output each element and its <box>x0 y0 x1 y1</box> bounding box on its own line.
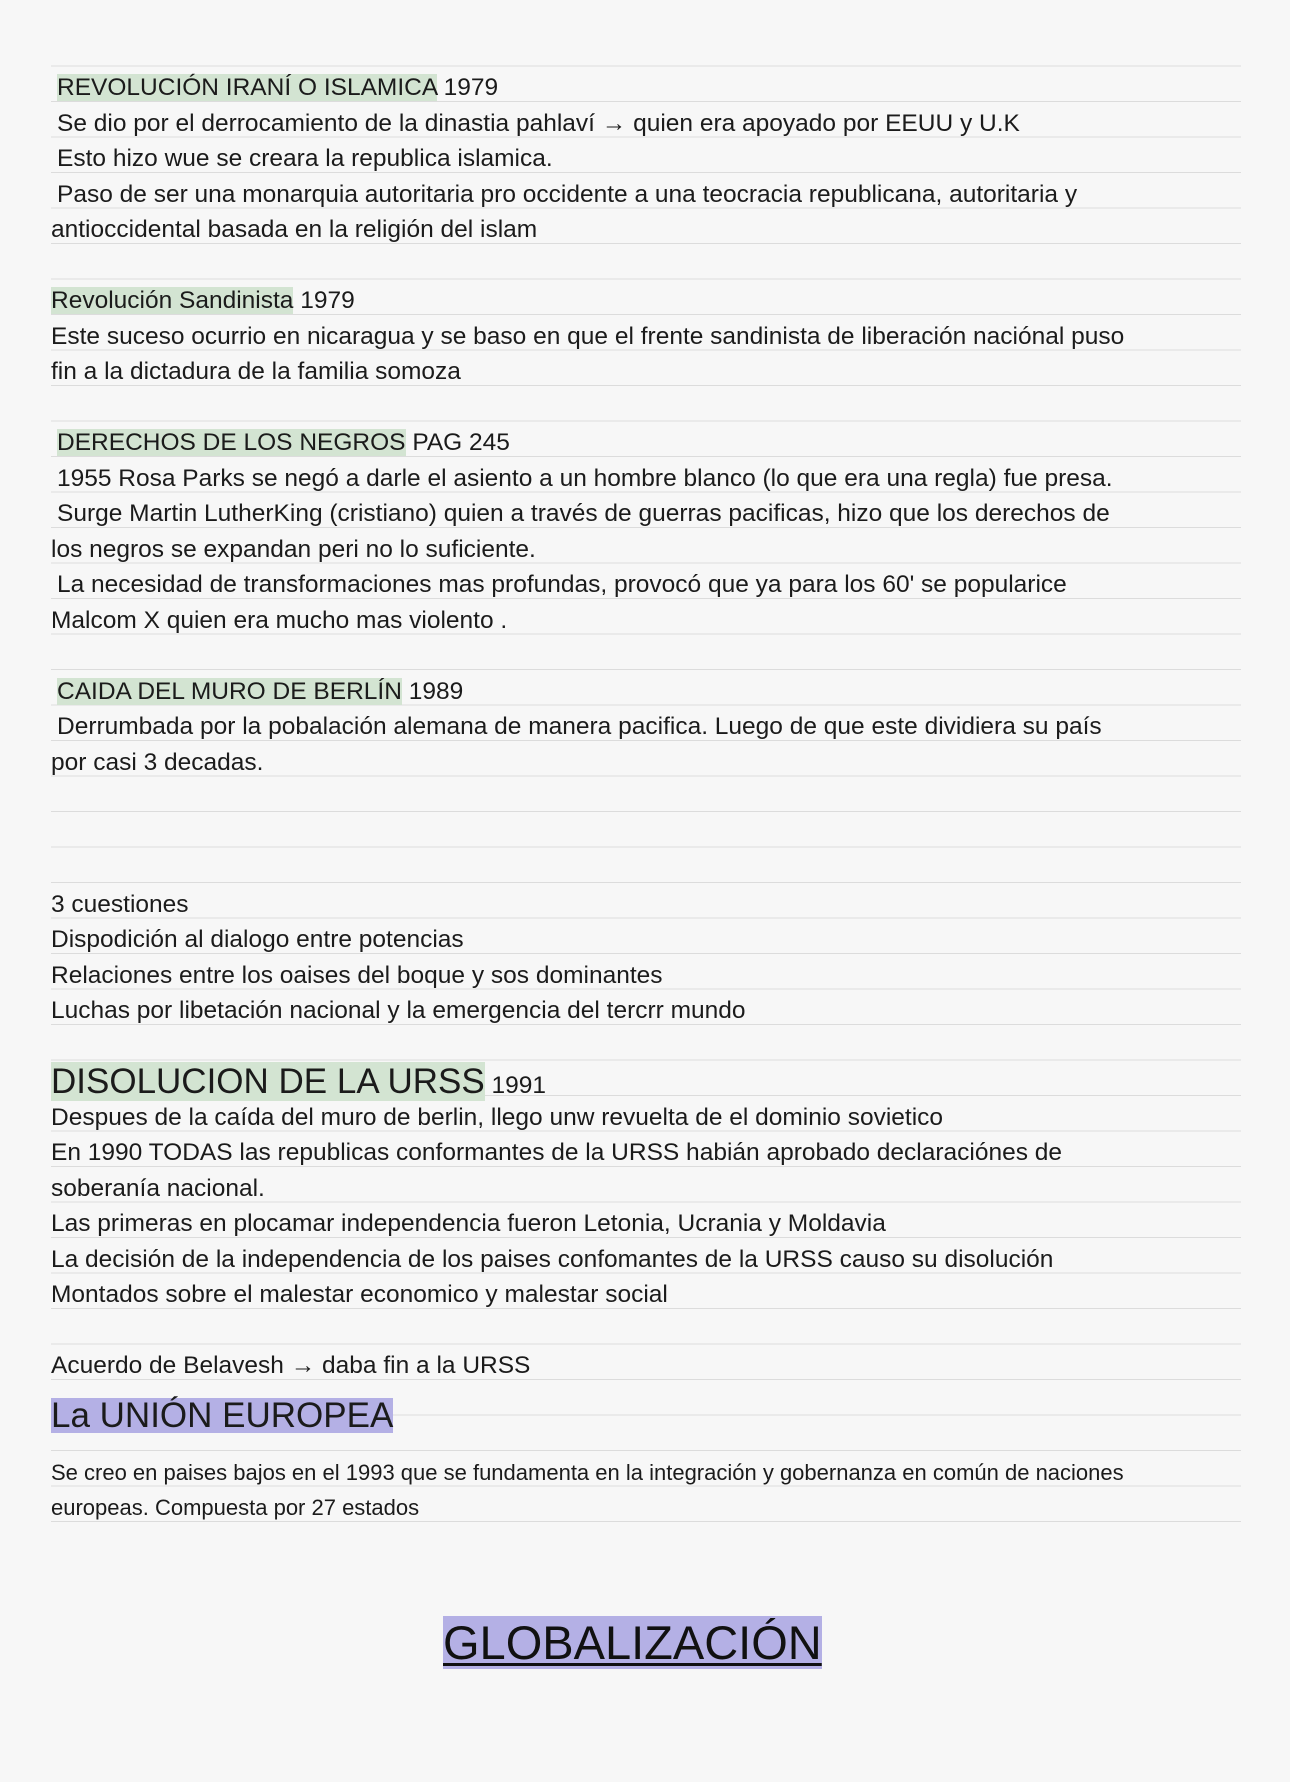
heading-urss-title: DISOLUCION DE LA URSS <box>51 1062 485 1101</box>
text-line: En 1990 TODAS las republicas conformantes de la URSS habián aprobado declaraciónes de <box>51 1139 1063 1166</box>
text-line: 1955 Rosa Parks se negó a darle el asiento a un hombre blanco (lo que era una regla) fue presa. <box>57 464 1113 492</box>
heading-ue-title: La UNIÓN EUROPEA <box>51 1395 394 1435</box>
text-line: Malcom X quien era mucho mas violento . <box>51 606 508 634</box>
heading-negros-page: PAG 245 <box>405 429 510 456</box>
text-line: fin a la dictadura de la familia somoza <box>51 358 461 385</box>
text-line: Surge Martin LutherKing (cristiano) quien a través de guerras pacificas, hizo que los derechos de <box>57 500 1110 527</box>
text-line: los negros se expandan peri no lo suficiente. <box>51 535 536 563</box>
text-line: 3 cuestiones <box>51 890 189 918</box>
text-line: La necesidad de transformaciones mas profundas, provocó que ya para los 60' se popularice <box>57 571 1067 598</box>
text-line: Esto hizo wue se creara la republica islamica. <box>57 145 553 172</box>
text-line: Despues de la caída del muro de berlin, llego unw revuelta de el dominio sovietico <box>51 1103 944 1131</box>
heading-negros <box>51 425 1241 461</box>
text-line: Relaciones entre los oaises del boque y sos dominantes <box>51 961 663 989</box>
heading-urss <box>51 1064 1241 1100</box>
text-line: Las primeras en plocamar independencia fueron Letonia, Ucrania y Moldavia <box>51 1210 886 1237</box>
text-line: Luchas por libetación nacional y la emergencia del tercrr mundo <box>51 997 746 1024</box>
text-line: La decisión de la independencia de los paises confomantes de la URSS causo su disolución <box>51 1245 1054 1273</box>
heading-globalizacion <box>443 1618 822 1668</box>
text-line: Se dio por el derrocamiento de la dinastia pahlaví → quien era apoyado por EEUU y U.K <box>57 109 1020 137</box>
heading-sandinista-title: Revolución Sandinista <box>51 287 294 314</box>
heading-muro-title: CAIDA DEL MURO DE BERLÍN <box>57 677 402 705</box>
heading-muro <box>51 674 1241 710</box>
text-line-belavesh: Acuerdo de Belavesh → daba fin a la URSS <box>51 1352 531 1379</box>
heading-iran-title: REVOLUCIÓN IRANÍ O ISLAMICA <box>57 74 437 101</box>
text-line: por casi 3 decadas. <box>51 748 264 776</box>
heading-ue <box>51 1384 1241 1455</box>
text-line: Derrumbada por la pobalación alemana de manera pacifica. Luego de que este dividiera su país <box>57 713 1102 740</box>
heading-iran-year: 1979 <box>436 74 499 101</box>
heading-urss-year: 1991 <box>484 1072 547 1099</box>
heading-globalizacion-title: GLOBALIZACIÓN <box>443 1616 822 1669</box>
heading-sandinista-year: 1979 <box>293 287 355 314</box>
heading-sandinista <box>51 283 1241 319</box>
text-line: europeas. Compuesta por 27 estados <box>51 1495 420 1520</box>
notes-content <box>51 70 1241 1526</box>
text-line: soberanía nacional. <box>51 1174 265 1202</box>
text-line: Dispodición al dialogo entre potencias <box>51 926 464 953</box>
heading-muro-year: 1989 <box>401 677 464 705</box>
heading-negros-title: DERECHOS DE LOS NEGROS <box>57 429 406 456</box>
text-line: Paso de ser una monarquia autoritaria pro occidente a una teocracia republicana, autoritaria y <box>57 180 1078 208</box>
text-line: Se creo en paises bajos en el 1993 que se fundamenta en la integración y gobernanza en común de naciones <box>51 1459 1124 1485</box>
text-line: Este suceso ocurrio en nicaragua y se baso en que el frente sandinista de liberación naciónal puso <box>51 322 1125 350</box>
text-line: Montados sobre el malestar economico y malestar social <box>51 1281 668 1308</box>
text-line: antioccidental basada en la religión del islam <box>51 216 538 243</box>
heading-iran <box>51 70 1241 106</box>
